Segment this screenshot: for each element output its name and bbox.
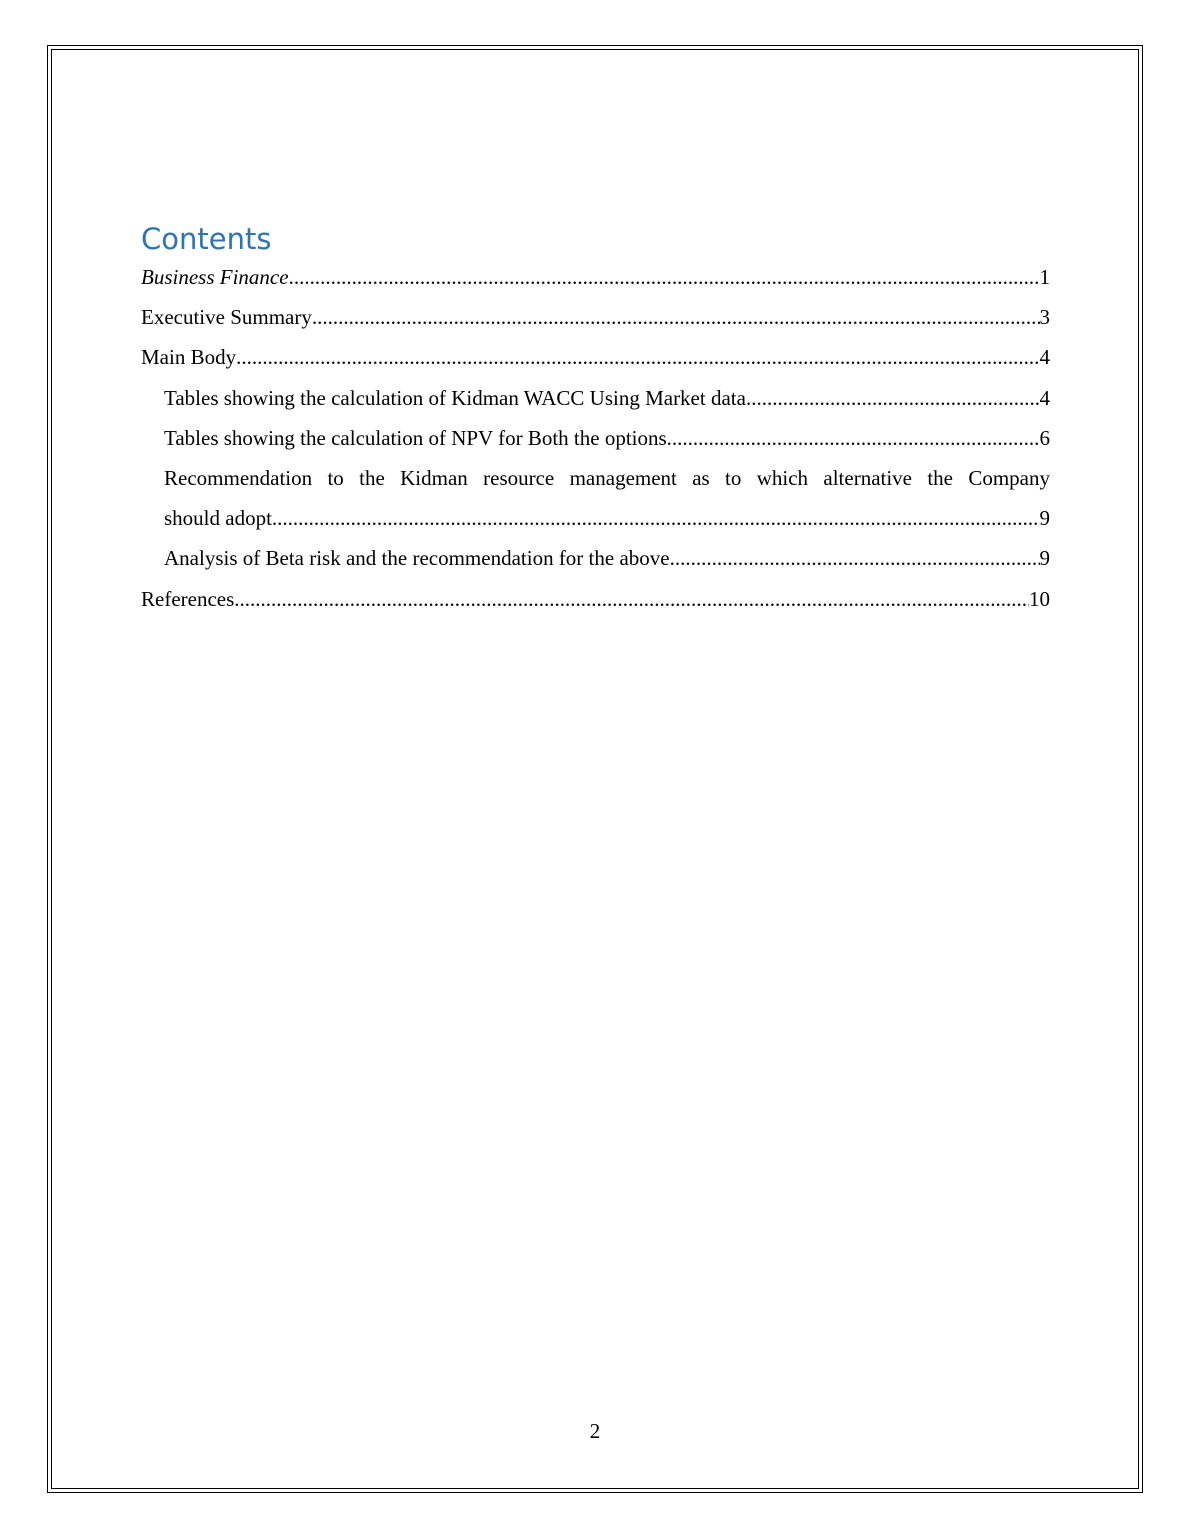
toc-entry-page: 1: [1039, 265, 1050, 289]
toc-leader-dots: [670, 538, 1040, 578]
toc-entry-recommendation[interactable]: [141, 458, 1050, 538]
toc-leader-dots: [272, 498, 1040, 538]
toc-entry-title: Executive Summary: [141, 305, 312, 330]
toc-entry-title-line2: should adopt: [164, 506, 272, 531]
toc-entry-page: 10: [1029, 586, 1050, 611]
toc-heading: Contents: [141, 222, 272, 256]
toc-entry-page: 9: [1039, 546, 1050, 571]
toc-entry-page: 3: [1039, 305, 1050, 330]
toc-entry-beta-risk[interactable]: [141, 538, 1050, 578]
toc-leader-dots: [236, 337, 1039, 377]
toc-entry-title: Analysis of Beta risk and the recommendation for the above: [164, 546, 670, 571]
toc-leader-dots: [234, 579, 1029, 619]
toc-entry-title: Tables showing the calculation of NPV for Both the options: [164, 425, 667, 450]
toc-entry-title-line1: Recommendation to the Kidman resource management as to which alternative the Company: [164, 466, 1050, 491]
toc-entry-page: 6: [1039, 425, 1050, 450]
toc-leader-dots: [289, 257, 1040, 297]
toc-leader-dots: [667, 418, 1040, 458]
page-number: 2: [589, 1419, 601, 1443]
toc-entry-title: References: [141, 586, 235, 611]
toc-entry-executive-summary[interactable]: [141, 297, 1050, 337]
toc-leader-dots: [746, 378, 1040, 418]
toc-entry-business-finance[interactable]: [141, 257, 1050, 297]
toc-entry-page: 9: [1039, 506, 1050, 531]
toc-entry-references[interactable]: [141, 579, 1050, 619]
toc-entry-main-body[interactable]: [141, 337, 1050, 377]
toc-entry-title: Tables showing the calculation of Kidman WACC Using Market data: [164, 385, 746, 410]
toc-entry-page: 4: [1039, 385, 1050, 410]
toc-leader-dots: [312, 297, 1040, 337]
toc-entry-npv-tables[interactable]: [141, 418, 1050, 458]
toc-entry-title: Business Finance: [141, 265, 289, 289]
toc-entry-wacc-tables[interactable]: [141, 378, 1050, 418]
toc-entry-page: 4: [1039, 345, 1050, 370]
toc-entry-title: Main Body: [141, 345, 237, 370]
table-of-contents: [141, 257, 1050, 619]
